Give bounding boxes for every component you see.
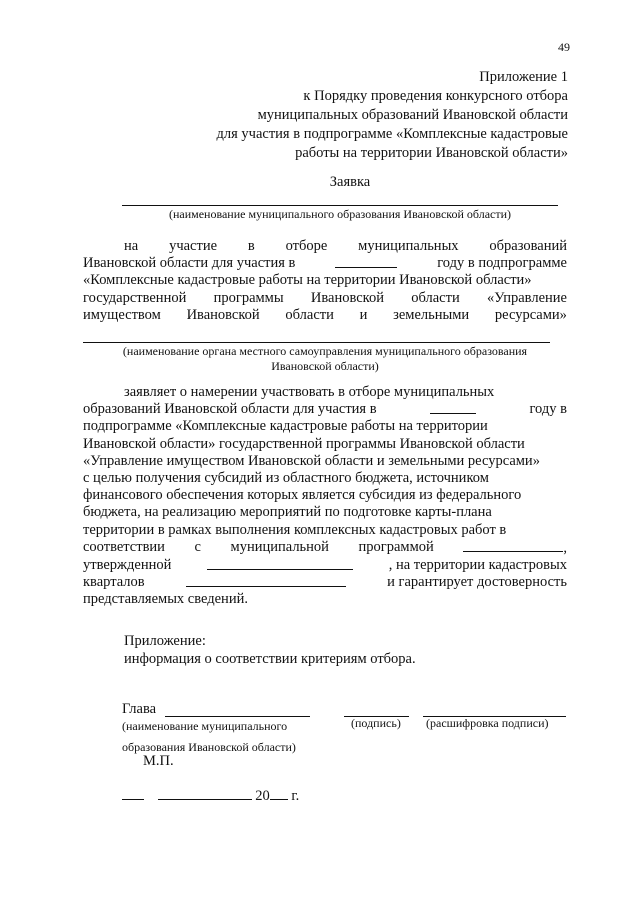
text-fragment: «Комплексные кадастровые работы на территории Ивановской области» (83, 272, 532, 289)
seal-label: М.П. (143, 753, 174, 769)
text-line (83, 418, 567, 435)
text-line (83, 470, 567, 487)
text-fragment: заявляет о намерении участвовать в отборе муниципальных (124, 384, 495, 400)
text-line (83, 539, 567, 557)
word: соответствии (83, 538, 165, 555)
organ-name-line (83, 342, 550, 343)
document-title: Заявка (329, 174, 371, 190)
text-line (83, 522, 567, 539)
word: муниципальной (230, 538, 329, 555)
text-line (83, 238, 567, 255)
month-blank (158, 787, 252, 800)
organ-caption (83, 344, 567, 374)
day-blank (122, 787, 144, 800)
word: программы (213, 289, 284, 306)
text-line (83, 436, 567, 453)
year-suffix-blank (270, 787, 288, 800)
text-fragment: , на территории кадастровых (388, 557, 567, 574)
word: области (411, 289, 460, 306)
word: Ивановской (186, 306, 260, 323)
text-line (83, 453, 567, 470)
text-line (83, 557, 567, 574)
text-fragment: и гарантирует достоверность (387, 574, 567, 591)
quarters-blank (186, 574, 346, 587)
text-fragment: Ивановской области» государственной программы Ивановской области (83, 435, 525, 452)
organ-caption-line: (наименование органа местного самоуправления муниципального образования (122, 344, 528, 358)
text-fragment: бюджета, на реализацию мероприятий по подготовке карты-плана (83, 504, 492, 521)
text-fragment: утвержденной (83, 557, 172, 574)
word: в (247, 238, 255, 254)
head-caption-line: (наименование муниципального (122, 719, 288, 733)
text-fragment: территории в рамках выполнения комплексных кадастровых работ в (83, 521, 507, 538)
municipality-caption: (наименование муниципального образования Ивановской области) (168, 207, 512, 221)
text-fragment: году в подпрограмме (437, 255, 567, 272)
text-fragment: , (563, 539, 567, 556)
text-fragment: финансового обеспечения которых является субсидия из федерального (83, 487, 522, 504)
decoding-caption: (расшифровка подписи) (426, 716, 549, 730)
organ-caption-line: Ивановской области) (271, 359, 379, 373)
word: государственной (83, 289, 187, 306)
paragraph-application (83, 238, 567, 324)
approval-blank (207, 557, 353, 570)
word: области (285, 306, 334, 323)
attachment-text: информация о соответствии критериям отбора. (124, 651, 416, 667)
appendix-header (217, 68, 568, 163)
word: отборе (285, 238, 328, 254)
text-line (83, 504, 567, 521)
text-line (83, 307, 567, 324)
appendix-line: работы на территории Ивановской области» (295, 145, 568, 161)
text-line (83, 290, 567, 307)
text-line (83, 384, 567, 401)
text-fragment: году в (529, 401, 567, 418)
text-fragment: подпрограмме «Комплексные кадастровые работы на территории (83, 418, 488, 435)
text-line (83, 487, 567, 504)
year-blank (430, 401, 476, 414)
word: ресурсами» (494, 306, 567, 323)
word: и (359, 306, 368, 323)
appendix-line: Приложение 1 (479, 69, 568, 85)
word: образований (489, 238, 567, 254)
year-abbrev: г. (291, 788, 300, 804)
word: Ивановской (310, 289, 384, 306)
signature-caption: (подпись) (351, 716, 401, 730)
word: «Управление (486, 289, 567, 306)
text-line: представляемых сведений. (83, 591, 248, 608)
text-fragment: с целью получения субсидий из областного бюджета, источником (83, 470, 489, 487)
word: земельными (393, 306, 470, 323)
program-blank (463, 539, 563, 552)
appendix-line: для участия в подпрограмме «Комплексные кадастровые (216, 126, 568, 142)
text-line (83, 272, 567, 289)
municipality-name-line (122, 205, 558, 206)
word: с (194, 538, 201, 555)
text-fragment: образований Ивановской области для участия в (83, 401, 377, 418)
head-caption-line: образования Ивановской области) (122, 740, 296, 754)
text-fragment: «Управление имуществом Ивановской области и земельными ресурсами» (83, 452, 540, 469)
word: муниципальных (358, 238, 459, 254)
word: на (124, 238, 139, 254)
appendix-line: муниципальных образований Ивановской области (257, 107, 568, 123)
word: программой (358, 538, 434, 555)
appendix-line: к Порядку проведения конкурсного отбора (303, 88, 568, 104)
page-number: 49 (558, 40, 570, 54)
text-line (83, 574, 567, 591)
attachment-block (124, 632, 416, 668)
word: имуществом (83, 306, 161, 323)
head-caption (122, 716, 296, 758)
year-blank (335, 255, 397, 268)
text-line (83, 255, 567, 272)
word: участие (169, 238, 218, 254)
year-prefix: 20 (255, 788, 270, 804)
head-label: Глава (122, 701, 157, 717)
text-fragment: кварталов (83, 574, 145, 591)
text-fragment: Ивановской области для участия в (83, 255, 296, 272)
date-line (122, 787, 299, 805)
paragraph-statement (83, 384, 567, 609)
text-line (83, 401, 567, 418)
attachment-label: Приложение: (124, 633, 206, 649)
